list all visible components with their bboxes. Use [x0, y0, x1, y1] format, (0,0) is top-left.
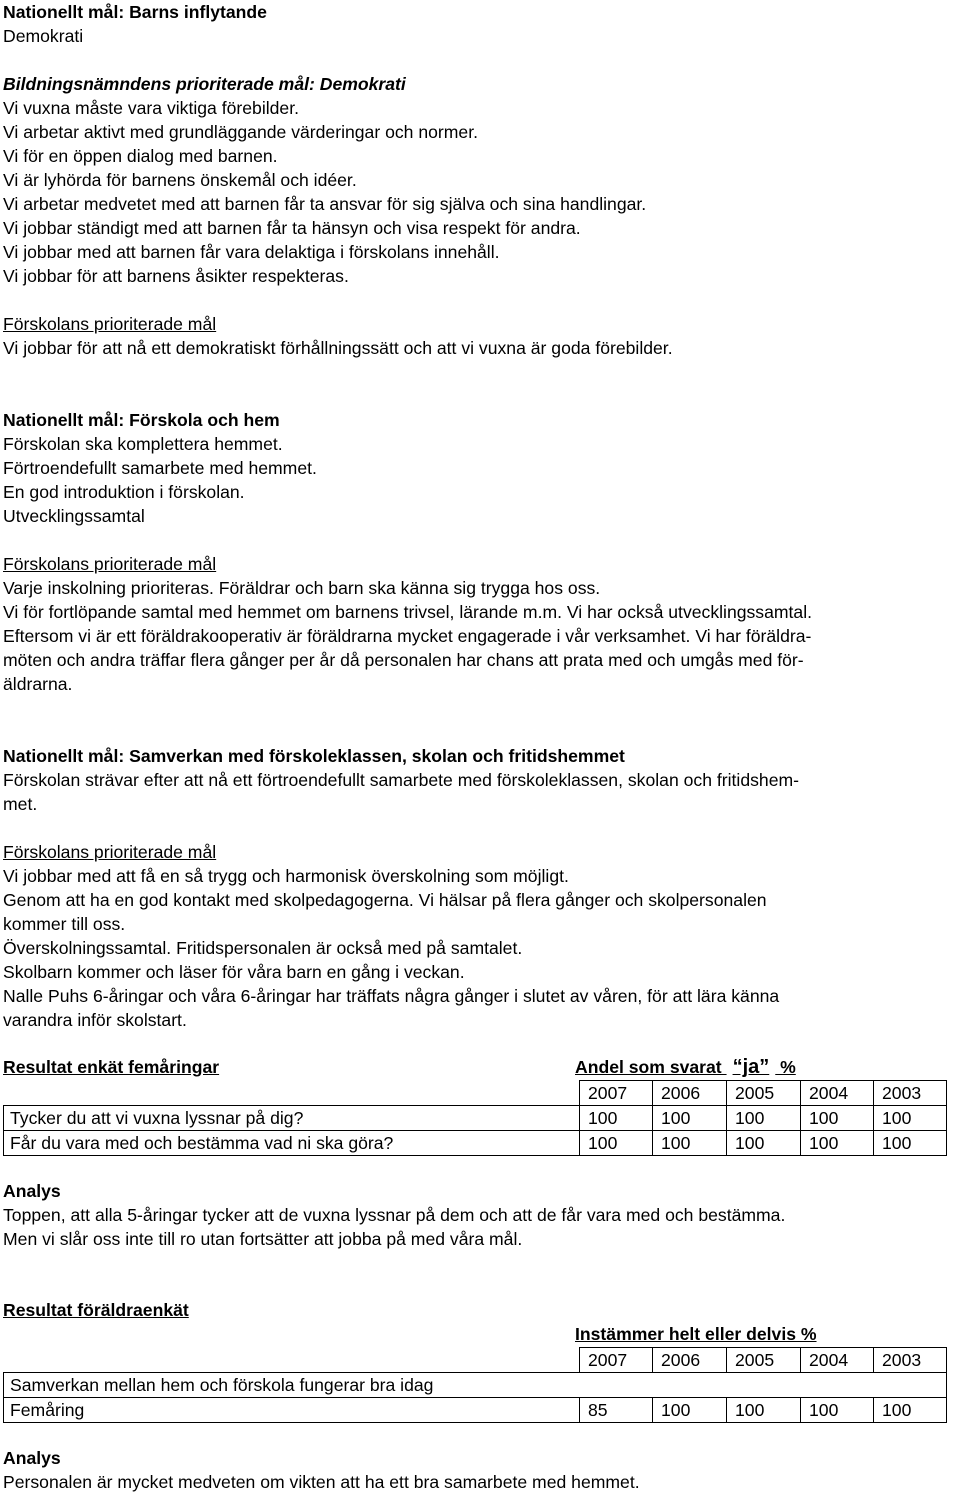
table-value: 100 — [653, 1106, 727, 1131]
section-line: En god introduktion i förskolan. — [3, 482, 245, 502]
table-year: 2005 — [727, 1081, 801, 1106]
board-goal-line: Vi arbetar medvetet med att barnen får ta ansvar för sig själva och sina handlingar. — [3, 194, 647, 214]
table-row — [4, 1348, 947, 1373]
survey1-table — [3, 1080, 947, 1156]
table-value: 100 — [580, 1106, 653, 1131]
section-subject: Demokrati — [3, 26, 84, 46]
table-question: Samverkan mellan hem och förskola fungerar bra idag — [4, 1373, 947, 1398]
table-row — [4, 1106, 947, 1131]
analysis-heading: Analys — [3, 1448, 61, 1468]
preschool-goal-line: Vi jobbar för att nå ett demokratiskt förhållningssätt och att vi vuxna är goda förebilder. — [3, 338, 673, 358]
preschool-goal-line: möten och andra träffar flera gånger per år då personalen har chans att prata med och umgås med för- — [3, 650, 804, 670]
board-goal-line: Vi jobbar för att barnens åsikter respekteras. — [3, 266, 349, 286]
table-cell-empty — [4, 1348, 580, 1373]
preschool-goal-line: Eftersom vi är ett föräldrakooperativ är föräldrarna mycket engagerade i vår verksamhet. Vi har föräldra- — [3, 626, 812, 646]
table-year: 2007 — [580, 1081, 653, 1106]
section-line: Utvecklingssamtal — [3, 506, 145, 526]
table-value: 100 — [801, 1131, 874, 1156]
section-line: met. — [3, 794, 38, 814]
board-goal-line: Vi arbetar aktivt med grundläggande värderingar och normer. — [3, 122, 478, 142]
table-value: 100 — [727, 1398, 801, 1423]
preschool-goal-line: varandra inför skolstart. — [3, 1010, 187, 1030]
table-year: 2005 — [727, 1348, 801, 1373]
board-goal-line: Vi jobbar med att barnen får vara delaktiga i förskolans innehåll. — [3, 242, 500, 262]
analysis-line: Men vi slår oss inte till ro utan fortsätter att jobba på med våra mål. — [3, 1229, 523, 1249]
board-goal-line: Vi för en öppen dialog med barnen. — [3, 146, 278, 166]
analysis-line: Personalen är mycket medveten om vikten att ha ett bra samarbete med hemmet. — [3, 1472, 640, 1492]
share-heading-pre: Andel som svarat — [575, 1057, 727, 1077]
table-question: Får du vara med och bestämma vad ni ska göra? — [4, 1131, 580, 1156]
table-year: 2006 — [653, 1348, 727, 1373]
survey-share-heading: Instämmer helt eller delvis % — [575, 1324, 817, 1344]
table-question: Tycker du att vi vuxna lyssnar på dig? — [4, 1106, 580, 1131]
preschool-goal-line: Genom att ha en god kontakt med skolpedagogerna. Vi hälsar på flera gånger och skolpersonalen — [3, 890, 767, 910]
preschool-goal-line: Överskolningssamtal. Fritidspersonalen är också med på samtalet. — [3, 938, 523, 958]
table-value: 100 — [874, 1131, 947, 1156]
preschool-goal-line: Skolbarn kommer och läser för våra barn en gång i veckan. — [3, 962, 465, 982]
preschool-goal-heading: Förskolans prioriterade mål — [3, 314, 217, 334]
section-heading-barns-inflytande: Nationellt mål: Barns inflytande — [3, 2, 267, 22]
table-year: 2004 — [801, 1081, 874, 1106]
table-row — [4, 1373, 947, 1398]
preschool-goal-heading: Förskolans prioriterade mål — [3, 554, 217, 574]
share-heading-ja: “ja” — [732, 1056, 770, 1078]
preschool-goal-line: kommer till oss. — [3, 914, 126, 934]
board-goal-line: Vi är lyhörda för barnens önskemål och idéer. — [3, 170, 357, 190]
table-cell-empty — [4, 1081, 580, 1106]
section-heading-forskola-och-hem: Nationellt mål: Förskola och hem — [3, 410, 280, 430]
board-goal-line: Vi vuxna måste vara viktiga förebilder. — [3, 98, 299, 118]
table-value: 100 — [801, 1398, 874, 1423]
preschool-goal-heading: Förskolans prioriterade mål — [3, 842, 217, 862]
preschool-goal-line: Vi för fortlöpande samtal med hemmet om barnens trivsel, lärande m.m. Vi har också utvecklingssamtal. — [3, 602, 813, 622]
table-year: 2003 — [874, 1348, 947, 1373]
section-heading-samverkan: Nationellt mål: Samverkan med förskoleklassen, skolan och fritidshemmet — [3, 746, 625, 766]
analysis-heading: Analys — [3, 1181, 61, 1201]
table-row — [4, 1398, 947, 1423]
survey-title: Resultat enkät femåringar — [3, 1057, 220, 1077]
survey-share-heading — [575, 1055, 796, 1079]
table-value: 100 — [874, 1106, 947, 1131]
preschool-goal-line: Vi jobbar med att få en så trygg och harmonisk överskolning som möjligt. — [3, 866, 569, 886]
table-year: 2007 — [580, 1348, 653, 1373]
section-line: Förskolan ska komplettera hemmet. — [3, 434, 283, 454]
section-line: Förskolan strävar efter att nå ett förtroendefullt samarbete med förskoleklassen, skolan och fritidshem- — [3, 770, 799, 790]
survey-title: Resultat föräldraenkät — [3, 1300, 189, 1320]
table-value: 85 — [580, 1398, 653, 1423]
preschool-goal-line: Varje inskolning prioriteras. Föräldrar och barn ska känna sig trygga hos oss. — [3, 578, 601, 598]
table-year: 2006 — [653, 1081, 727, 1106]
section-line: Förtroendefullt samarbete med hemmet. — [3, 458, 317, 478]
board-goal-heading: Bildningsnämndens prioriterade mål: Demokrati — [3, 74, 406, 94]
table-value: 100 — [653, 1398, 727, 1423]
table-value: 100 — [580, 1131, 653, 1156]
table-value: 100 — [727, 1106, 801, 1131]
table-value: 100 — [874, 1398, 947, 1423]
table-row — [4, 1081, 947, 1106]
table-year: 2003 — [874, 1081, 947, 1106]
table-year: 2004 — [801, 1348, 874, 1373]
share-heading-post: % — [775, 1057, 796, 1077]
table-row — [4, 1131, 947, 1156]
table-value: 100 — [727, 1131, 801, 1156]
survey2-table — [3, 1347, 947, 1423]
preschool-goal-line: Nalle Puhs 6-åringar och våra 6-åringar har träffats några gånger i slutet av våren, för att lära känna — [3, 986, 780, 1006]
board-goal-line: Vi jobbar ständigt med att barnen får ta hänsyn och visa respekt för andra. — [3, 218, 581, 238]
table-value: 100 — [801, 1106, 874, 1131]
table-question: Femåring — [4, 1398, 580, 1423]
analysis-line: Toppen, att alla 5-åringar tycker att de vuxna lyssnar på dem och att de får vara med och bestämma. — [3, 1205, 786, 1225]
table-value: 100 — [653, 1131, 727, 1156]
preschool-goal-line: äldrarna. — [3, 674, 73, 694]
